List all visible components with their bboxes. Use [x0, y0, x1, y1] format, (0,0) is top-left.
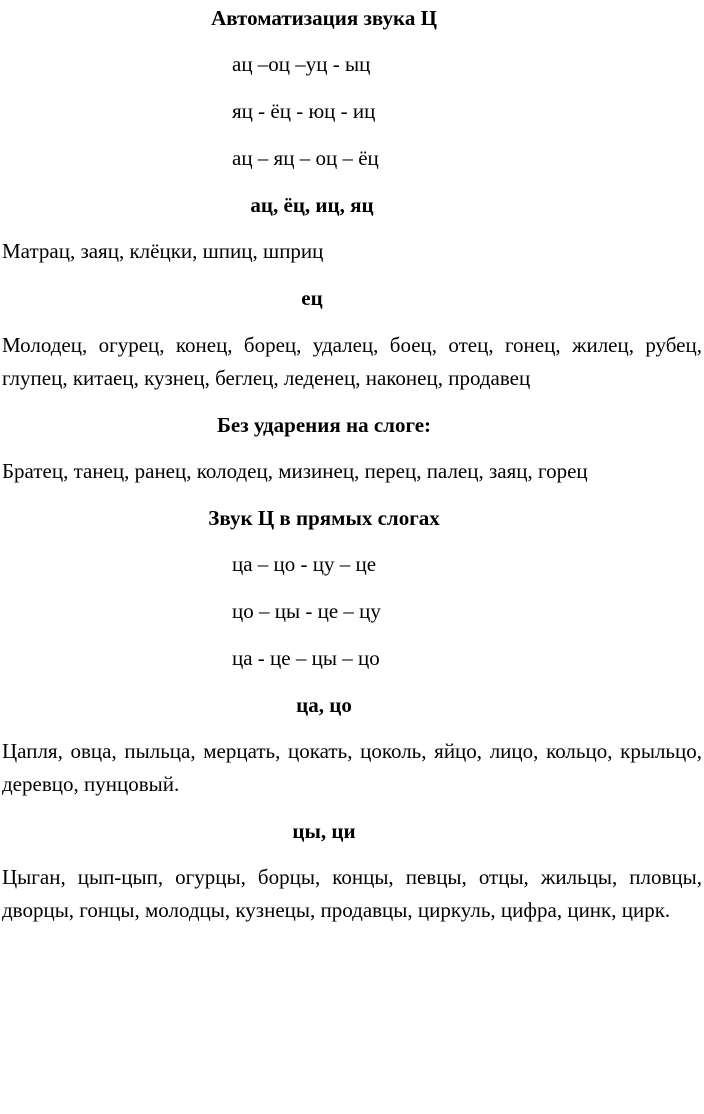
- heading-tsa: ца, цо: [296, 693, 352, 717]
- words-ats: Матрац, заяц, клёцки, шпиц, шприц: [2, 239, 324, 263]
- syllable-line-4: ца – цо - цу – це: [232, 552, 377, 576]
- syllable-line-5: цо – цы - це – цу: [232, 599, 381, 623]
- syllable-line-3: ац – яц – оц – ёц: [232, 146, 379, 170]
- syllable-line-1: ац –оц –уц - ыц: [232, 52, 371, 76]
- heading-ets: ец: [301, 286, 323, 310]
- heading-tsy: цы, ци: [292, 819, 356, 843]
- words-unstressed: Братец, танец, ранец, колодец, мизинец, перец, палец, заяц, горец: [2, 459, 588, 483]
- heading-unstressed: Без ударения на слоге:: [216, 413, 432, 437]
- words-tsa: Цапля, овца, пыльца, мерцать, цокать, цоколь, яйцо, лицо, кольцо, крыльцо, деревцо, пунцовый.: [2, 739, 702, 796]
- syllable-line-2: яц - ёц - юц - иц: [232, 99, 376, 123]
- heading-ats: ац, ёц, иц, яц: [250, 193, 374, 217]
- document-title: Автоматизация звука Ц: [211, 6, 437, 30]
- heading-direct-syllables: Звук Ц в прямых слогах: [208, 506, 440, 530]
- syllable-line-6: ца - це – цы – цо: [232, 646, 380, 670]
- words-ets: Молодец, огурец, конец, борец, удалец, боец, отец, гонец, жилец, рубец, глупец, китаец, кузнец, беглец, леденец, наконец, продавец: [2, 333, 702, 390]
- words-tsy: Цыган, цып-цып, огурцы, борцы, концы, певцы, отцы, жильцы, пловцы, дворцы, гонцы, молодцы, кузнецы, продавцы, циркуль, цифра, цинк, цирк.: [2, 865, 702, 922]
